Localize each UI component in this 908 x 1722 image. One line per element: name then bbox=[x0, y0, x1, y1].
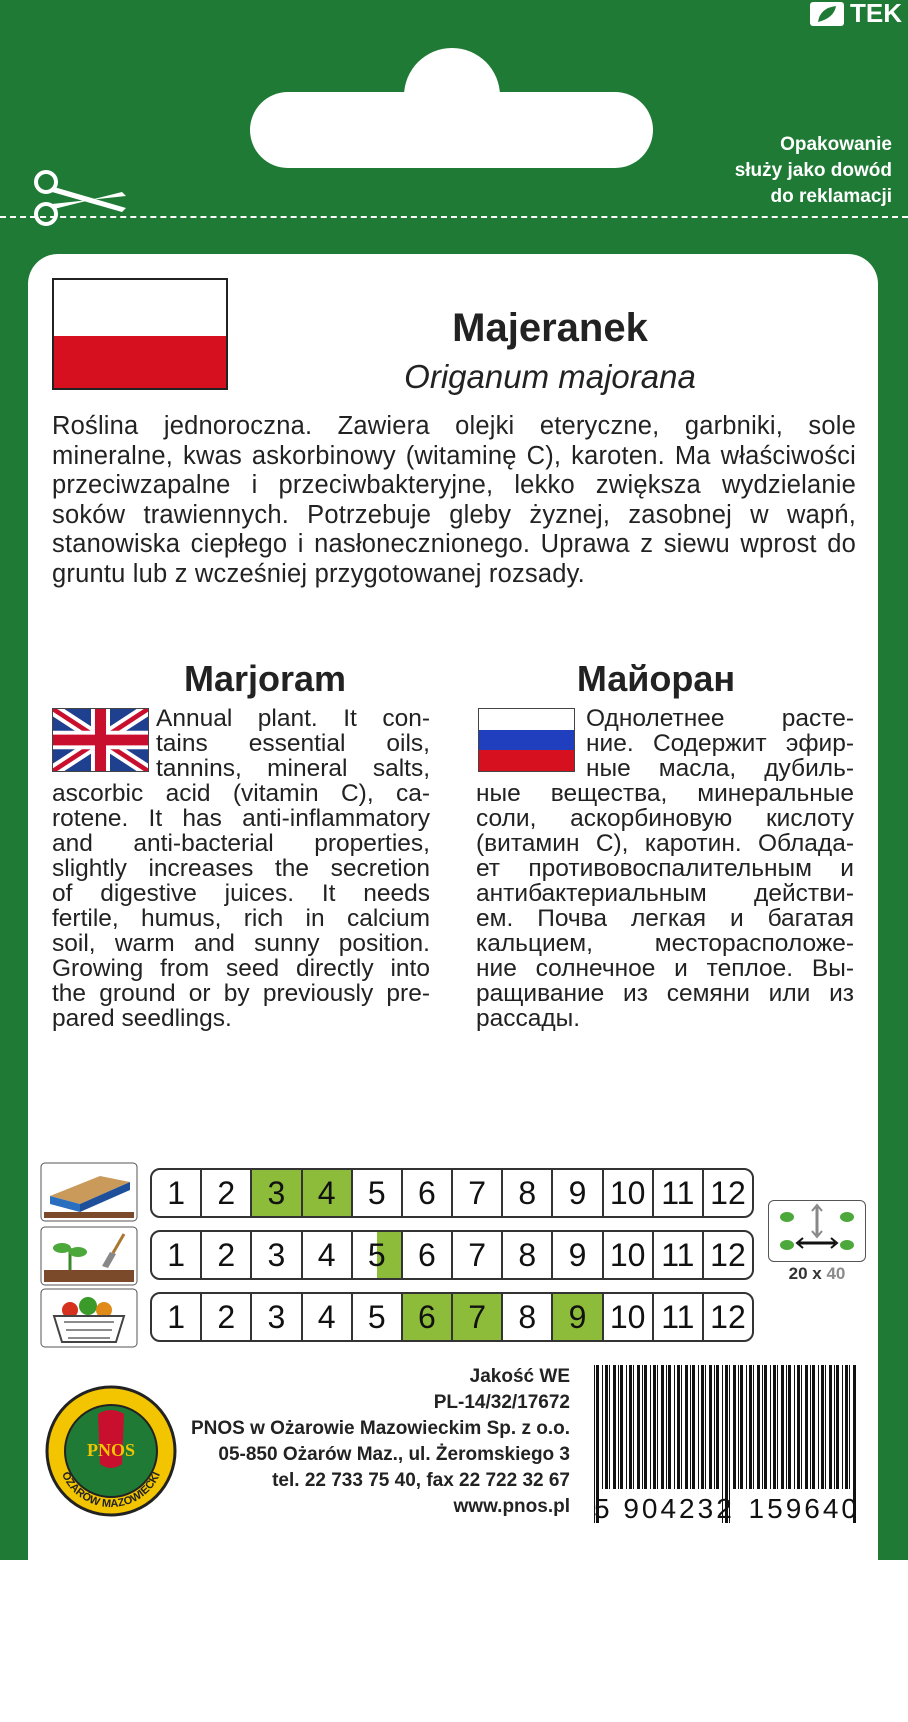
cut-line bbox=[0, 216, 908, 218]
barcode-bar bbox=[812, 1365, 815, 1489]
barcode-digit-group: 5 bbox=[594, 1493, 610, 1524]
russian-line: ние солнечное и теплое. Вы- bbox=[476, 955, 854, 982]
barcode-bar bbox=[821, 1365, 824, 1489]
barcode-bar bbox=[626, 1365, 627, 1489]
month-cell: 9 bbox=[553, 1170, 603, 1216]
barcode-bar bbox=[650, 1365, 651, 1489]
month-cell: 12 bbox=[710, 1298, 746, 1335]
barcode-bar bbox=[805, 1365, 808, 1489]
quality-label: Jakość WE bbox=[469, 1366, 570, 1387]
month-cell: 2 bbox=[202, 1294, 252, 1340]
barcode-bar bbox=[781, 1365, 784, 1489]
sowing-calendar-row bbox=[150, 1168, 754, 1218]
barcode-bar bbox=[842, 1365, 843, 1489]
barcode-bar bbox=[681, 1365, 682, 1489]
month-cell: 3 bbox=[252, 1170, 302, 1216]
barcode-bar bbox=[845, 1365, 848, 1489]
barcode-bar bbox=[770, 1365, 771, 1489]
barcode-bar bbox=[668, 1365, 671, 1489]
month-cell: 12 bbox=[710, 1236, 746, 1273]
month-cell: 3 bbox=[252, 1232, 302, 1278]
month-cell: 3 bbox=[252, 1294, 302, 1340]
english-line: pared seedlings. bbox=[52, 1005, 232, 1032]
svg-text:PNOS: PNOS bbox=[86, 1440, 136, 1460]
complaint-line: do reklamacji bbox=[770, 186, 892, 207]
month-cell: 1 bbox=[152, 1294, 202, 1340]
barcode-bar bbox=[749, 1365, 752, 1489]
english-line: of digestive juices. It needs bbox=[52, 880, 430, 907]
barcode-bar bbox=[762, 1365, 763, 1489]
russian-line: ет противовоспалительным и bbox=[476, 855, 854, 882]
leaf-logo-icon bbox=[810, 2, 844, 26]
barcode-bar bbox=[605, 1365, 608, 1489]
barcode-bar bbox=[666, 1365, 667, 1489]
barcode-bar bbox=[609, 1365, 610, 1489]
month-cell: 9 bbox=[553, 1294, 603, 1340]
russian-line: ные масла, дубиль- bbox=[586, 755, 854, 782]
english-line: ascorbic acid (vitamin C), ca- bbox=[52, 780, 430, 807]
barcode-bar bbox=[836, 1365, 839, 1489]
english-line: soil, warm and sunny position. bbox=[52, 930, 430, 957]
barcode-bar bbox=[618, 1365, 619, 1489]
complaint-note bbox=[735, 132, 892, 210]
month-cell: 9 bbox=[553, 1232, 603, 1278]
barcode-bar bbox=[633, 1365, 634, 1489]
poland-flag bbox=[52, 278, 228, 390]
barcode-bar bbox=[794, 1365, 795, 1489]
month-cell: 6 bbox=[403, 1294, 453, 1340]
month-cell: 7 bbox=[453, 1232, 503, 1278]
month-cell: 4 bbox=[303, 1294, 353, 1340]
latin-name: Origanum majorana bbox=[404, 358, 696, 395]
planting-out-icon bbox=[40, 1226, 138, 1286]
barcode-bar bbox=[674, 1365, 675, 1489]
barcode-bar bbox=[629, 1365, 632, 1489]
polish-description: Roślina jednoroczna. Zawiera olejki eteryczne, garbniki, sole mineralne, kwas askorbinowy (witaminę C), karoten. Ma właściwości przeciwzapalne i przeciwbakteryjne, lekko zwiększa wydzielanie soków trawiennych. Potrzebuje gleby żyznej, zasobnej w wapń, stanowiska ciepłego i nasłonecznionego. Uprawa z siewu wprost do gruntu lub z wcześniej przygotowanej rozsady. bbox=[52, 412, 856, 588]
month-cell: 2 bbox=[202, 1232, 252, 1278]
barcode-bar bbox=[637, 1365, 640, 1489]
barcode-bar bbox=[753, 1365, 754, 1489]
company-address: 05-850 Ożarów Maz., ul. Żeromskiego 3 bbox=[218, 1444, 570, 1465]
month-cell: 5 bbox=[353, 1232, 403, 1278]
english-line: slightly increases the secretion bbox=[52, 855, 430, 882]
barcode-bar bbox=[829, 1365, 832, 1489]
company-phone: tel. 22 733 75 40, fax 22 722 32 67 bbox=[272, 1470, 570, 1491]
scissors-icon bbox=[30, 168, 130, 228]
month-cell: 5 bbox=[353, 1294, 403, 1340]
month-cell: 4 bbox=[303, 1170, 353, 1216]
barcode-bar bbox=[777, 1365, 778, 1489]
english-line: Annual plant. It con- bbox=[156, 705, 430, 732]
complaint-line: służy jako dowód bbox=[734, 160, 892, 181]
barcode-bar bbox=[692, 1365, 695, 1489]
russian-line: ем. Почва легкая и багатая bbox=[476, 905, 854, 932]
english-line: tains essential oils, bbox=[156, 730, 430, 757]
month-cell: 12 bbox=[710, 1174, 746, 1211]
russian-line: соли, аскорбиновую кислоту bbox=[476, 805, 854, 832]
barcode-bar bbox=[620, 1365, 623, 1489]
barcode-bar bbox=[849, 1365, 850, 1489]
month-cell: 11 bbox=[654, 1170, 704, 1216]
month-cell: 8 bbox=[503, 1232, 553, 1278]
barcode-bar bbox=[818, 1365, 819, 1489]
registration-number: PL-14/32/17672 bbox=[433, 1392, 570, 1413]
barcode-bar bbox=[701, 1365, 704, 1489]
barcode-bar bbox=[740, 1365, 743, 1489]
month-cell: 4 bbox=[303, 1232, 353, 1278]
pnos-logo bbox=[44, 1384, 178, 1518]
barcode-bar bbox=[746, 1365, 747, 1489]
barcode-bar bbox=[685, 1365, 688, 1489]
row-spacing: 20 bbox=[788, 1264, 808, 1283]
plant-spacing: 40 bbox=[826, 1264, 846, 1283]
russian-line: кальцием, месторасположе- bbox=[476, 930, 854, 957]
barcode-bar bbox=[653, 1365, 656, 1489]
barcode-bar bbox=[690, 1365, 691, 1489]
month-cell: 5 bbox=[353, 1170, 403, 1216]
barcode-bar bbox=[757, 1365, 760, 1489]
month-cell: 6 bbox=[403, 1170, 453, 1216]
barcode-bar bbox=[801, 1365, 802, 1489]
hang-hole bbox=[250, 92, 653, 168]
russian-title: Майоран bbox=[576, 658, 736, 699]
english-description bbox=[52, 706, 430, 1031]
english-line: tannins, mineral salts, bbox=[156, 755, 430, 782]
month-cell: 7 bbox=[453, 1170, 503, 1216]
russian-line: рассады. bbox=[476, 1005, 581, 1032]
month-cell: 6 bbox=[403, 1232, 453, 1278]
product-title: Majeranek bbox=[452, 306, 648, 350]
month-cell: 2 bbox=[202, 1170, 252, 1216]
barcode-bar bbox=[825, 1365, 826, 1489]
barcode-bar bbox=[642, 1365, 643, 1489]
company-name: PNOS w Ożarowie Mazowieckim Sp. z o.o. bbox=[190, 1418, 570, 1439]
barcode-digits bbox=[594, 1493, 860, 1525]
barcode-bar bbox=[714, 1365, 715, 1489]
month-cell: 11 bbox=[654, 1294, 704, 1340]
spacing-x: x bbox=[812, 1264, 822, 1283]
brand-mark bbox=[810, 0, 902, 29]
barcode-digit-group: 159640 bbox=[748, 1493, 860, 1524]
russian-line: Однолетнее расте- bbox=[586, 705, 854, 732]
month-cell: 7 bbox=[453, 1294, 503, 1340]
barcode-bar bbox=[677, 1365, 680, 1489]
russian-line: антибактериальным действи- bbox=[476, 880, 854, 907]
barcode-bar bbox=[705, 1365, 706, 1489]
month-cell: 10 bbox=[604, 1294, 654, 1340]
plant-spacing-icon bbox=[768, 1200, 866, 1262]
barcode-bar bbox=[657, 1365, 658, 1489]
svg-text:OŻARÓW MAZOWIECKI: OŻARÓW MAZOWIECKI bbox=[59, 1469, 163, 1511]
month-cell: 1 bbox=[152, 1232, 202, 1278]
russian-description bbox=[476, 706, 854, 1031]
russian-line: ные вещества, минеральные bbox=[476, 780, 854, 807]
seedbed-sowing-icon bbox=[40, 1162, 138, 1222]
company-info bbox=[160, 1364, 570, 1520]
spacing-label bbox=[770, 1264, 864, 1284]
harvest-calendar-row bbox=[150, 1292, 754, 1342]
month-cell: 10 bbox=[604, 1232, 654, 1278]
barcode-bar bbox=[716, 1365, 719, 1489]
barcode-bar bbox=[764, 1365, 767, 1489]
barcode-bar bbox=[644, 1365, 647, 1489]
barcode-bar bbox=[733, 1365, 736, 1489]
barcode-bar bbox=[613, 1365, 616, 1489]
barcode-bar bbox=[661, 1365, 664, 1489]
english-line: and anti-bacterial properties, bbox=[52, 830, 430, 857]
english-line: Growing from seed directly into bbox=[52, 955, 430, 982]
barcode-bar bbox=[773, 1365, 776, 1489]
month-cell: 11 bbox=[654, 1232, 704, 1278]
english-title: Marjoram bbox=[183, 658, 347, 699]
complaint-line: Opakowanie bbox=[780, 134, 892, 155]
english-line: fertile, humus, rich in calcium bbox=[52, 905, 430, 932]
barcode-bar bbox=[797, 1365, 800, 1489]
month-cell: 1 bbox=[152, 1170, 202, 1216]
barcode-bar bbox=[788, 1365, 791, 1489]
barcode-bar bbox=[738, 1365, 739, 1489]
russian-line: ращивание из семяни или из bbox=[476, 980, 854, 1007]
russian-line: (витамин С), каротин. Облада- bbox=[476, 830, 854, 857]
month-cell: 8 bbox=[503, 1294, 553, 1340]
harvest-basket-icon bbox=[40, 1288, 138, 1348]
barcode-bar bbox=[810, 1365, 811, 1489]
barcode-bar bbox=[698, 1365, 699, 1489]
barcode-digit-group: 904232 bbox=[623, 1493, 735, 1524]
brand-text: TEK bbox=[850, 0, 902, 28]
english-line: the ground or by previously pre- bbox=[52, 980, 430, 1007]
barcode-bar bbox=[834, 1365, 835, 1489]
russian-line: ние. Содержит эфир- bbox=[586, 730, 854, 757]
month-cell: 8 bbox=[503, 1170, 553, 1216]
barcode-bar bbox=[602, 1365, 603, 1489]
month-cell: 10 bbox=[604, 1170, 654, 1216]
company-website: www.pnos.pl bbox=[453, 1496, 570, 1517]
planting-calendar-row bbox=[150, 1230, 754, 1280]
barcode-bar bbox=[786, 1365, 787, 1489]
english-line: rotene. It has anti-inflammatory bbox=[52, 805, 430, 832]
barcode-bar bbox=[709, 1365, 712, 1489]
